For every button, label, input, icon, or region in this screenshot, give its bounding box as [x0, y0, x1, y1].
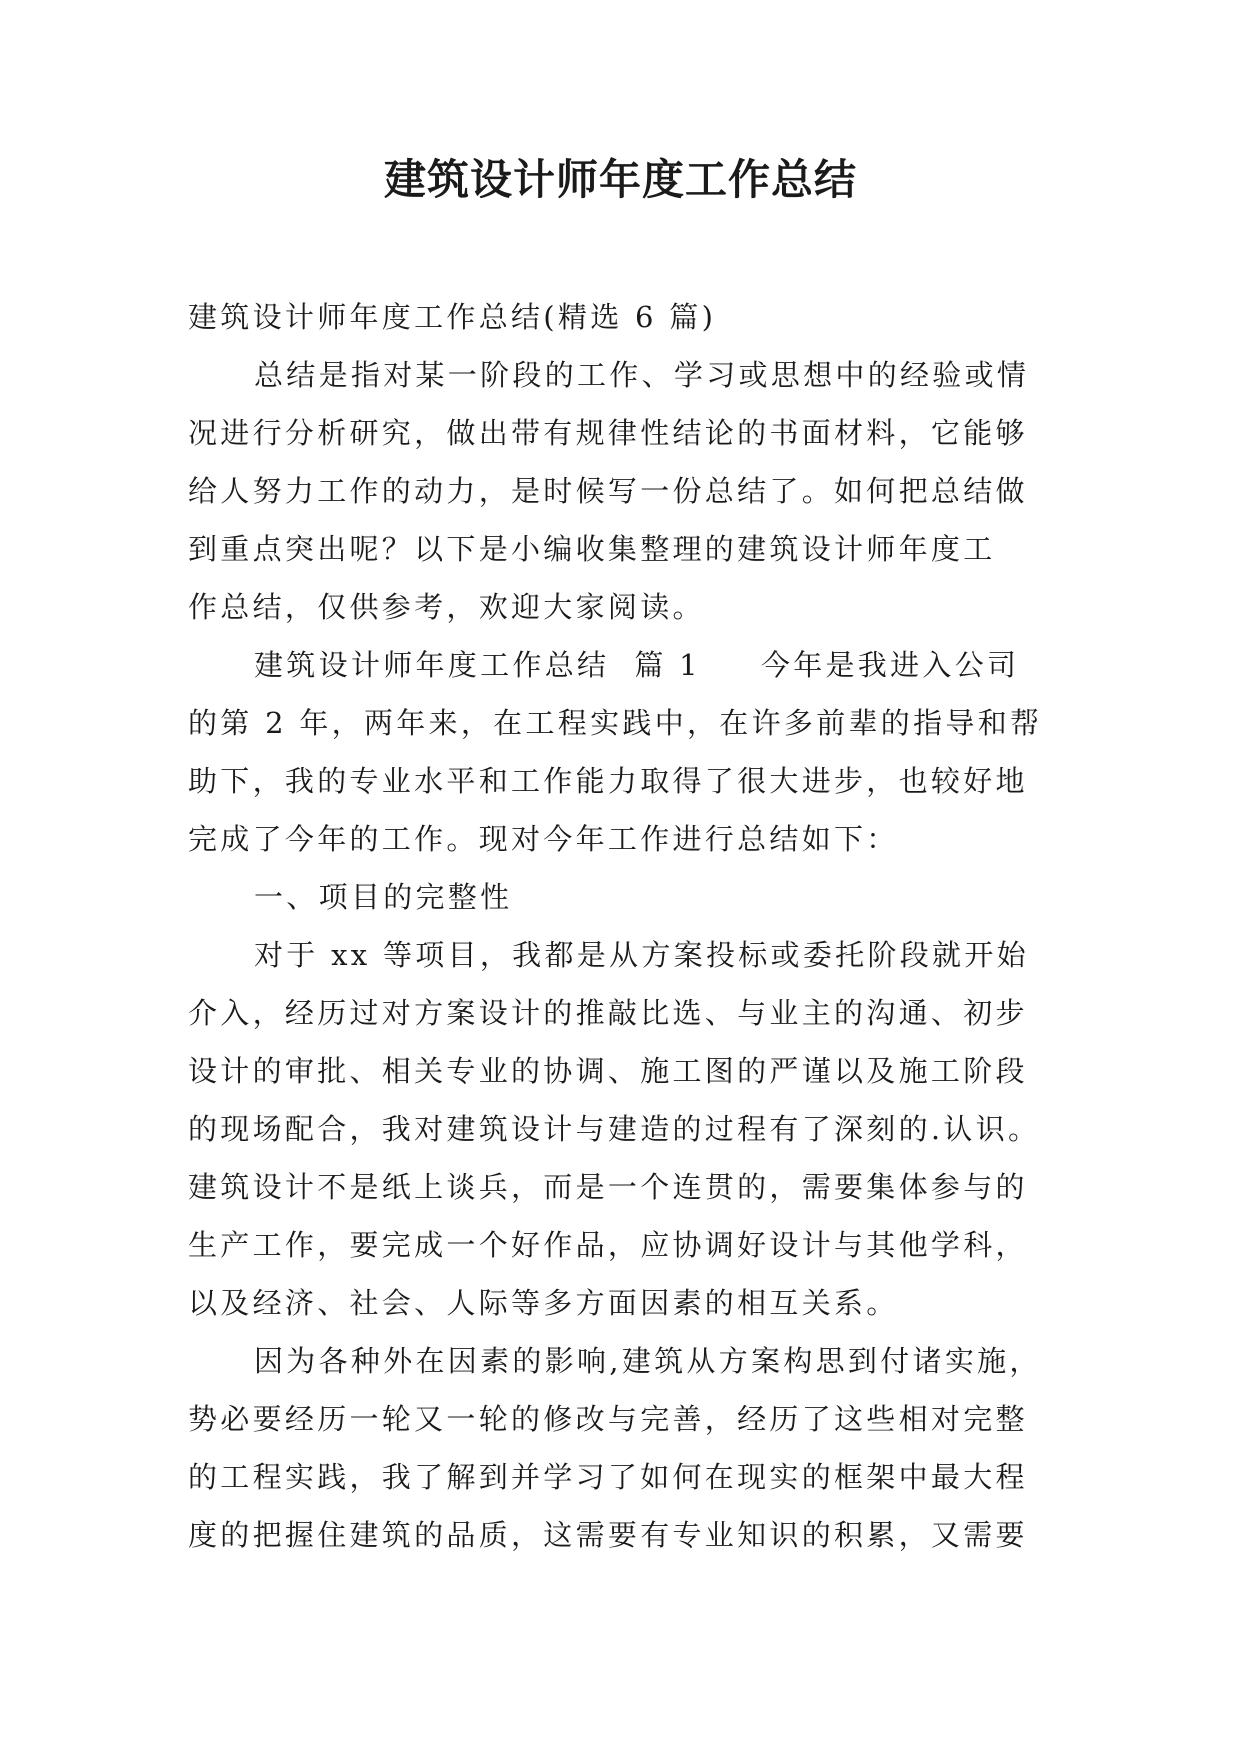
- section1-p1-line-7: 以及经济、社会、人际等多方面因素的相互关系。: [188, 1286, 899, 1320]
- intro-line-3: 给人努力工作的动力，是时候写一份总结了。如何把总结做: [188, 474, 1028, 508]
- intro-line-1: 总结是指对某一阶段的工作、学习或思想中的经验或情: [254, 358, 1030, 392]
- document-subtitle: 建筑设计师年度工作总结(精选 6 篇): [188, 300, 717, 334]
- intro-line-4: 到重点突出呢？以下是小编收集整理的建筑设计师年度工: [188, 532, 996, 566]
- document-title: 建筑设计师年度工作总结: [383, 155, 857, 204]
- section1-p2-line-3: 的工程实践，我了解到并学习了如何在现实的框架中最大程: [188, 1460, 1028, 1494]
- section1-p1-line-3: 设计的审批、相关专业的协调、施工图的严谨以及施工阶段: [188, 1054, 1028, 1088]
- section1-p2-line-4: 度的把握住建筑的品质，这需要有专业知识的积累，又需要: [188, 1518, 1028, 1552]
- intro-line-2: 况进行分析研究，做出带有规律性结论的书面材料，它能够: [188, 416, 1028, 450]
- article1-line-2: 助下，我的专业水平和工作能力取得了很大进步，也较好地: [188, 764, 1028, 798]
- section1-p2-line-1: 因为各种外在因素的影响,建筑从方案构思到付诸实施，: [254, 1344, 1042, 1378]
- section1-p1-line-2: 介入，经历过对方案设计的推敲比选、与业主的沟通、初步: [188, 996, 1028, 1030]
- section1-p1-line-5: 建筑设计不是纸上谈兵，而是一个连贯的，需要集体参与的: [188, 1170, 1028, 1204]
- article1-first-line: [188, 636, 1054, 694]
- section1-p1-line-1: 对于 xx 等项目，我都是从方案投标或委托阶段就开始: [254, 938, 1029, 972]
- article1-heading: 建筑设计师年度工作总结 篇 1: [254, 648, 701, 682]
- article1-line-3: 完成了今年的工作。现对今年工作进行总结如下：: [188, 822, 899, 856]
- document-body: [188, 288, 1054, 1564]
- section1-p1-line-6: 生产工作，要完成一个好作品，应协调好设计与其他学科，: [188, 1228, 1028, 1262]
- intro-line-5: 作总结，仅供参考，欢迎大家阅读。: [188, 590, 705, 624]
- section1-p1-line-4: 的现场配合，我对建筑设计与建造的过程有了深刻的.认识。: [188, 1112, 1041, 1146]
- article1-line-1: 的第 2 年，两年来，在工程实践中，在许多前辈的指导和帮: [188, 706, 1043, 740]
- article1-lead: 今年是我进入公司: [760, 648, 1020, 682]
- section1-p2-line-2: 势必要经历一轮又一轮的修改与完善，经历了这些相对完整: [188, 1402, 1028, 1436]
- section1-heading: 一、项目的完整性: [254, 880, 513, 914]
